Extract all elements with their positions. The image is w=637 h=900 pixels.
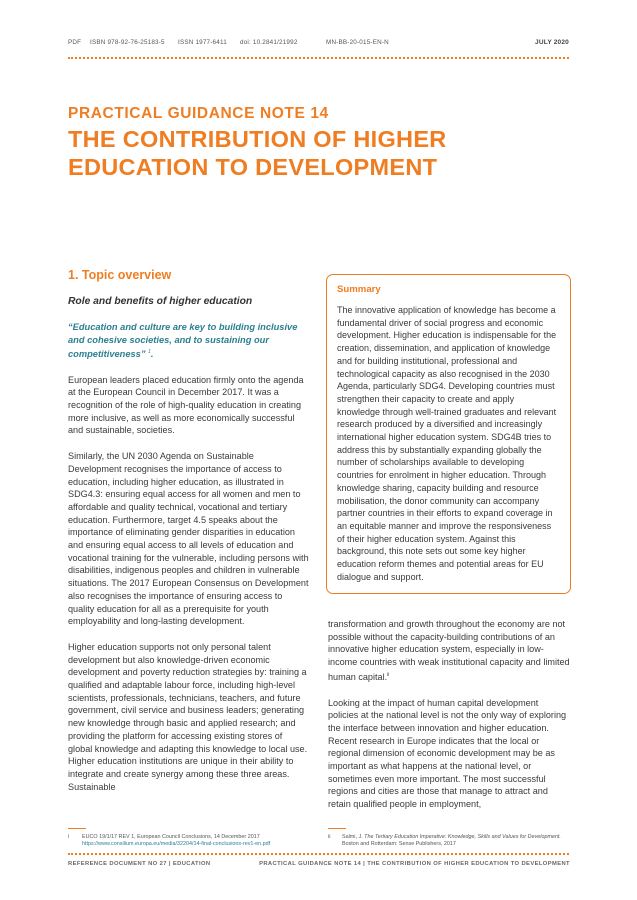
footnote-rule-left: [68, 828, 86, 829]
footnote-2: [328, 834, 570, 854]
body-paragraph: European leaders placed education firmly onto the agenda at the European Council in December 2017. It was a recognition of the role of high-quality education in creating more inclusive, as well as more economically successful and sustainable, societies.: [68, 374, 304, 436]
footer-right: PRACTICAL GUIDANCE NOTE 14 | THE CONTRIBUTION OF HIGHER EDUCATION TO DEVELOPMENT: [259, 861, 570, 867]
summary-box: [326, 274, 571, 594]
publication-date: JULY 2020: [535, 39, 569, 46]
footer-divider: [68, 853, 569, 855]
footer-left: REFERENCE DOCUMENT NO 27 | EDUCATION: [68, 861, 211, 867]
footnote-publisher: Boston and Rotterdam: Sense Publishers, 2017: [342, 841, 456, 848]
left-column: [68, 268, 309, 806]
summary-text: The innovative application of knowledge has become a fundamental driver of social progress and economic development. Higher education is indispensable for the creation, dissemination, and application of knowledge and for building institutional, professional and technological capacity as also recognised in the 2030 Agenda, particularly SDG4. Developing countries must strengthen their capacity to create and apply knowledge through well-trained graduates and relevant research produced by a diversified and increasingly international higher education system. SDG4B tries to address this by substantially expanding globally the number of scholarships available to developing countries for enrolment in higher education. Through knowledge sharing, capacity building and resource mobilisation, the donor community can accompany partner countries in their efforts to expand coverage in an equitable manner and improve the responsiveness of their higher education system. Against this background, this note sets out some key higher education reform themes and potential areas for EU dialogue and support.: [337, 305, 557, 582]
footnote-number: ii: [328, 834, 331, 840]
body-paragraph: [328, 618, 570, 684]
format-label: PDF: [68, 39, 82, 46]
issn: ISSN 1977-6411: [178, 39, 227, 46]
doi: doi: 10.2841/21992: [240, 39, 298, 46]
note-number: PRACTICAL GUIDANCE NOTE 14: [68, 105, 329, 122]
document-header: [68, 105, 569, 181]
header-divider: [68, 57, 569, 59]
footnote-author: Salmi, J.: [342, 834, 363, 840]
body-paragraph-text: transformation and growth throughout the economy are not possible without the capacity-building contributions of an innovative higher education system, especially in low-income countries with weak institutional capacity and limited human capital.: [328, 619, 570, 682]
footnote-ref-2[interactable]: ii: [387, 671, 390, 678]
title-line-1: THE CONTRIBUTION OF HIGHER: [68, 126, 447, 152]
summary-heading: Summary: [337, 284, 381, 295]
right-column: [328, 618, 570, 824]
pull-quote: “Education and culture are key to building inclusive and cohesive societies, and to sustaining our competitiveness” $^1$.: [68, 322, 298, 360]
footnote-number: i: [68, 834, 70, 840]
body-paragraph: Looking at the impact of human capital development policies at the national level is not the only way of exploring the interface between innovation and higher education. Recent research in Europe indicates that the local or regional dimension of economic development may be as important as what happens at the national level, or sometimes even more important. The most successful regions and cities are those that manage to attract and retain qualified people in employment,: [328, 697, 567, 810]
footnote-1: [68, 834, 313, 854]
footnote-ref-1[interactable]: 1: [148, 349, 151, 355]
footnote-rule-right: [328, 828, 346, 829]
catalog-number: MN-BB-20-015-EN-N: [326, 39, 389, 46]
document-title: [68, 125, 569, 181]
title-line-2: EDUCATION TO DEVELOPMENT: [68, 154, 438, 180]
section-heading: 1. Topic overview: [68, 268, 172, 282]
body-paragraph: Higher education supports not only personal talent development but also knowledge-driven economic development and poverty reduction strategies by: training a qualified and adaptable labour force, including high-level scientists, professionals, technicians, teachers, and future government, civil service and business leaders; generating new knowledge through basic and applied research; and providing the platform for accessing existing stores of global knowledge and adapting this knowledge to local use. Higher education institutions are unique in their ability to integrate and create synergy among these three areas. Sustainable: [68, 641, 308, 792]
subsection-heading: Role and benefits of higher education: [68, 296, 253, 307]
footnote-link[interactable]: https://www.consilium.europa.eu/media/32204/14-final-conclusions-rev1-en.pdf: [82, 841, 271, 848]
footnote-text: EUCO 19/1/17 REV 1, European Council Conclusions, 14 December 2017: [82, 834, 260, 840]
pull-quote-text: “Education and culture are key to building inclusive and cohesive societies, and to sustaining our competitiveness”: [68, 322, 298, 360]
body-paragraph: Similarly, the UN 2030 Agenda on Sustainable Development recognises the importance of access to education, including higher education, as illustrated in SDG4.3: ensuring equal access for all women and men to affordable and quality technical, vocational and tertiary education. Furthermore, target 4.5 speaks about the importance of eliminating gender disparities in education and ensuring equal access to all levels of education and vocational training for the vulnerable, including persons with disabilities, indigenous peoples and children in vulnerable situations. The 2017 European Consensus on Development also recognises the importance of ensuring access to quality education for all as a prerequisite for youth employability and long-lasting development.: [68, 451, 309, 627]
footnote-title: The Tertiary Education Imperative: Knowledge, Skills and Values for Development.: [364, 834, 561, 840]
publication-metadata: [68, 39, 569, 51]
isbn: ISBN 978-92-76-25183-5: [90, 39, 165, 46]
